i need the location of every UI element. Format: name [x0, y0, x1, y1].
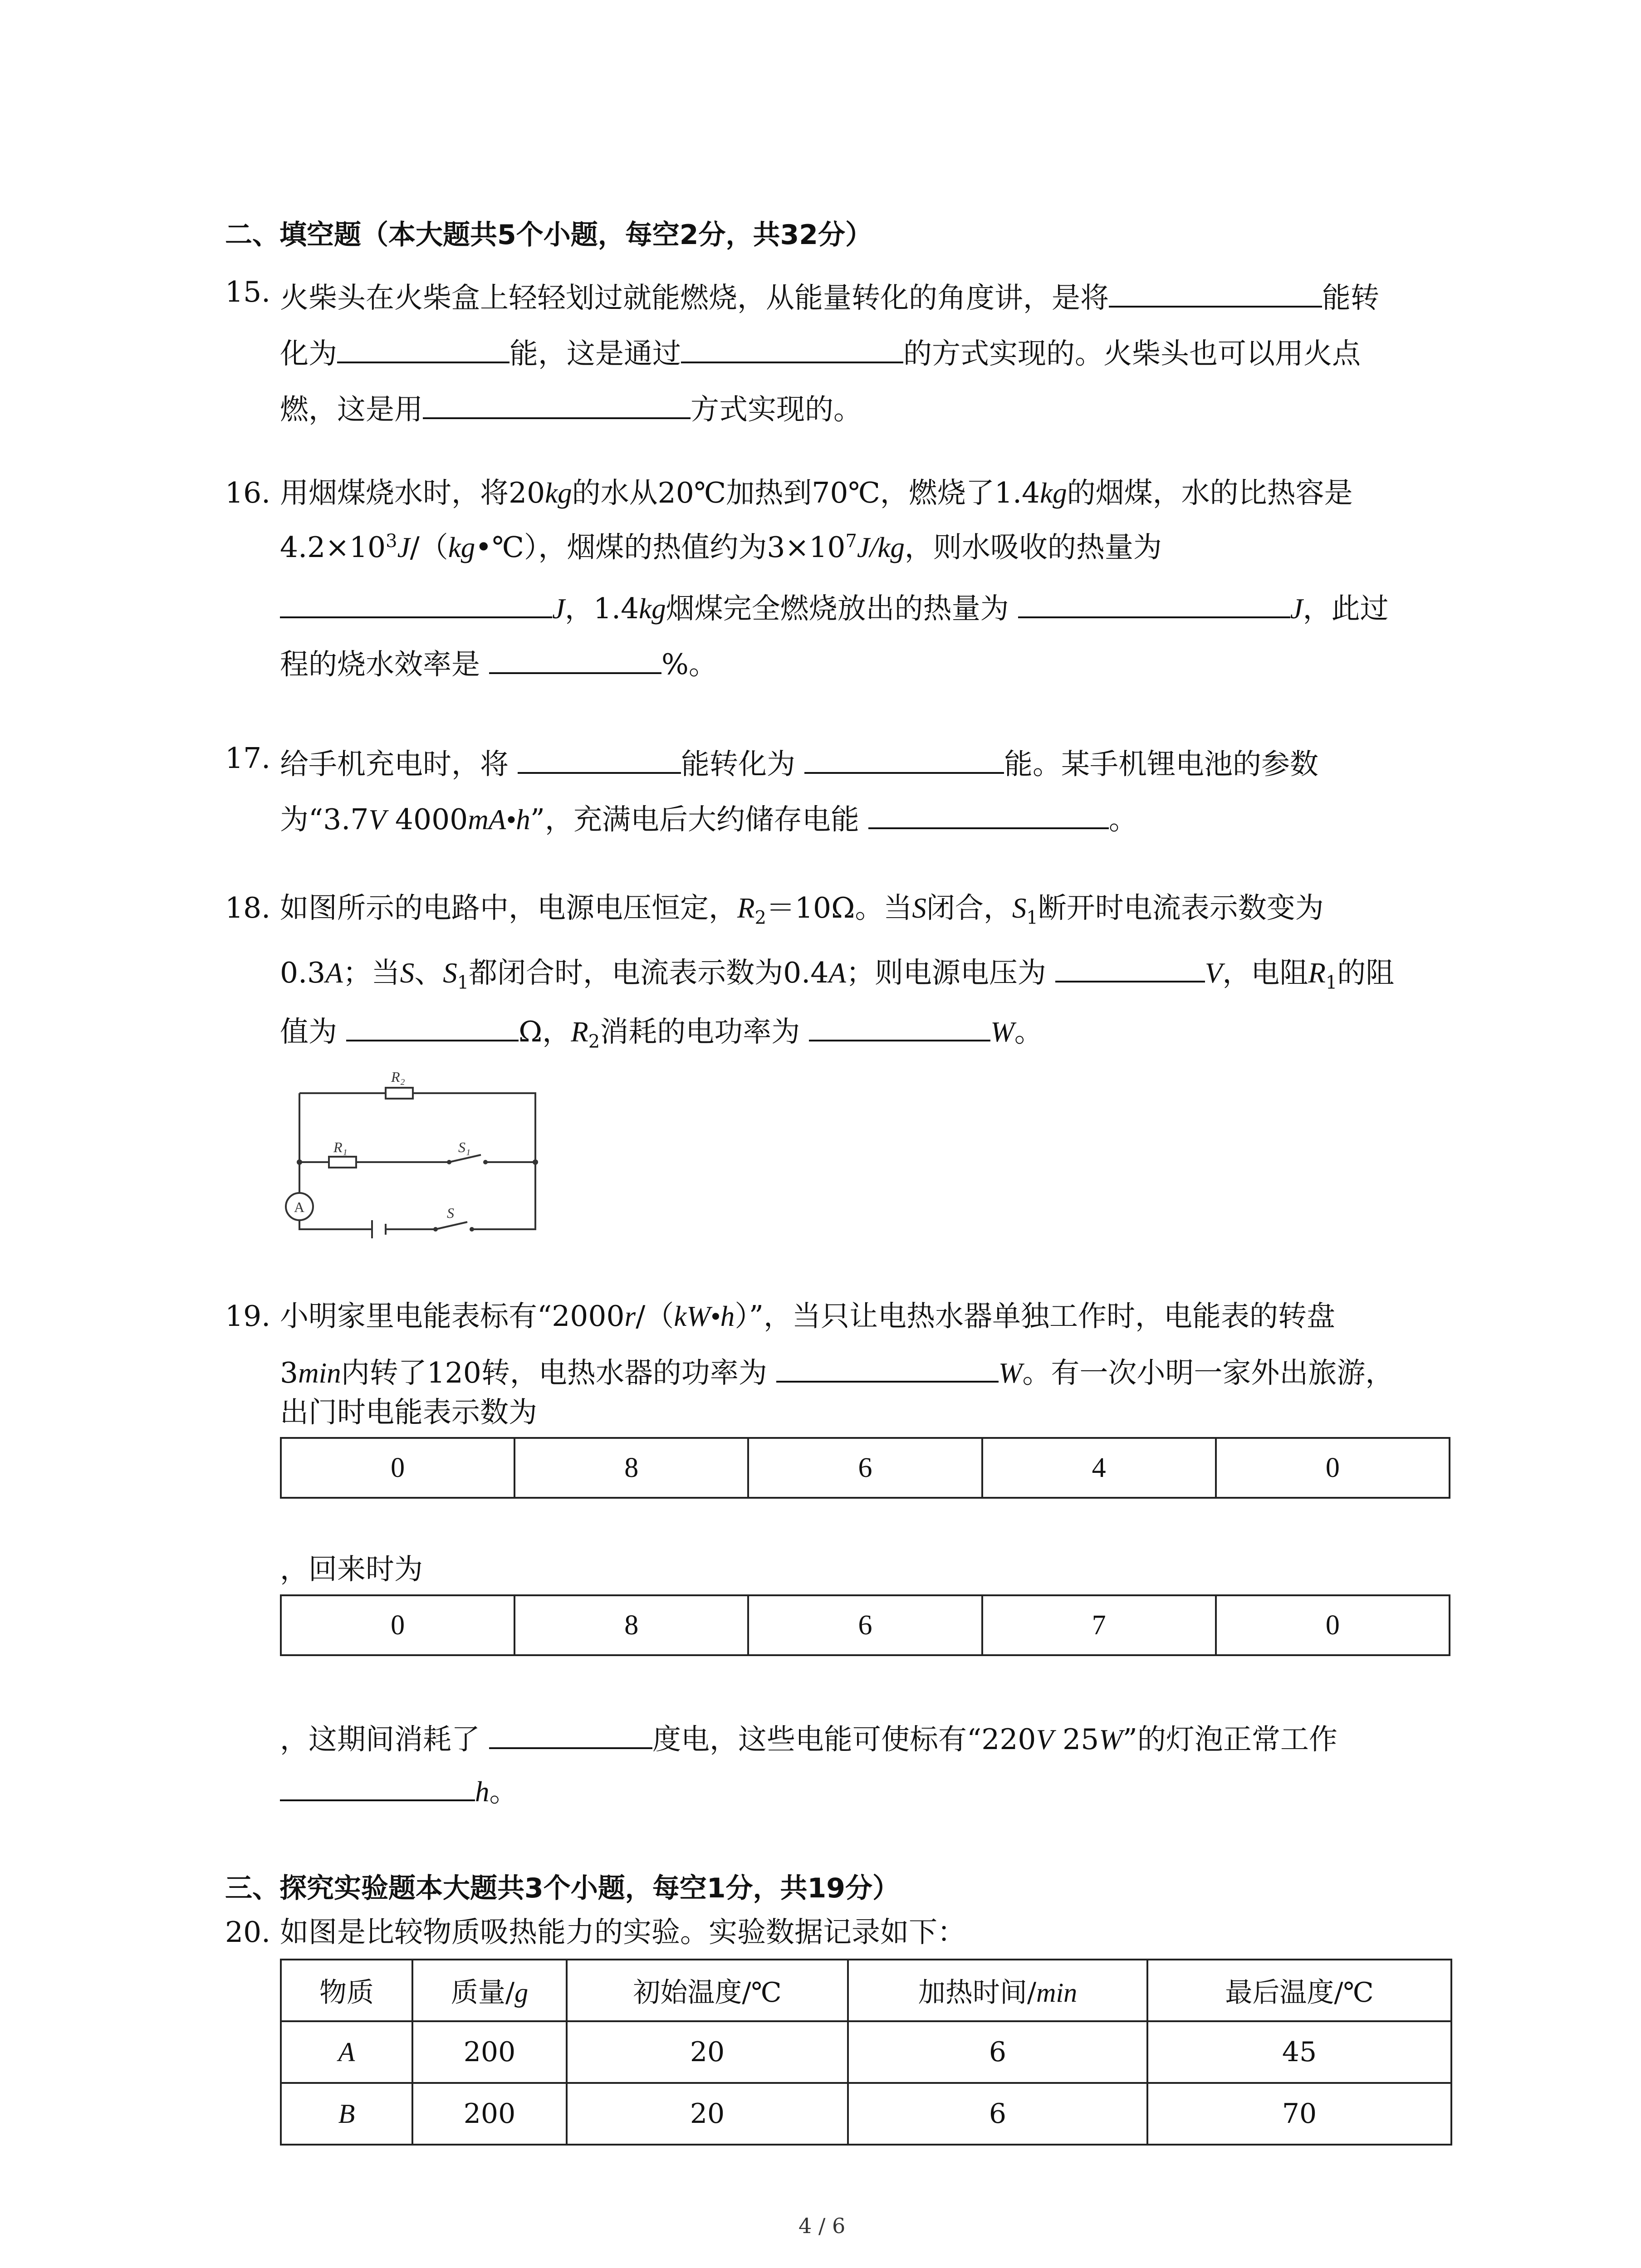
- text-segment: 的阻: [1337, 956, 1395, 989]
- circuit-diagram: [272, 1057, 554, 1238]
- text-segment: ，这期间消耗了: [280, 1723, 480, 1756]
- answer-blank[interactable]: [1055, 953, 1205, 982]
- symbol: R: [737, 892, 755, 924]
- question-text: [280, 1771, 518, 1806]
- question-text: [280, 533, 1162, 562]
- text-segment: 3: [280, 1356, 299, 1389]
- switch-contact: [483, 1160, 488, 1164]
- table-cell: 20: [567, 2021, 848, 2083]
- question-text: [280, 333, 1361, 368]
- text-segment: Ω，: [519, 1015, 571, 1048]
- question-number: 17.: [225, 742, 271, 775]
- text-segment: 闭合，: [926, 891, 1012, 924]
- text-segment: 用烟煤烧水时，将20: [280, 476, 545, 509]
- subscript: 1: [457, 972, 469, 993]
- text-segment: 。: [489, 1775, 518, 1808]
- unit: r: [624, 1300, 636, 1332]
- answer-blank[interactable]: [489, 1719, 652, 1749]
- unit: V: [368, 804, 386, 836]
- switch-contact: [470, 1227, 474, 1232]
- unit: kg: [1040, 477, 1067, 509]
- text-segment: 值为: [280, 1015, 337, 1048]
- text-segment: ；当: [343, 956, 400, 989]
- switch-s[interactable]: [436, 1222, 467, 1229]
- unit: kg: [448, 532, 475, 563]
- meter-digit: 8: [514, 1595, 748, 1655]
- text-segment: 小明家里电能表标有“2000: [280, 1300, 625, 1333]
- question-text: [280, 1012, 1043, 1052]
- meter-digit: 0: [1216, 1595, 1450, 1655]
- text-segment: 4000: [386, 803, 468, 836]
- answer-blank[interactable]: [1018, 588, 1290, 618]
- s-label: S: [447, 1205, 454, 1221]
- question-text: 如图是比较物质吸热能力的实验。实验数据记录如下：: [280, 1916, 966, 1949]
- text-segment: 火柴头在火柴盒上轻轻划过就能燃烧，从能量转化的角度讲，是将: [280, 281, 1109, 314]
- unit: W: [990, 1016, 1014, 1048]
- text-segment: 。有一次小明一家外出旅游，: [1022, 1356, 1394, 1389]
- symbol: R: [1308, 957, 1326, 989]
- symbol: S: [443, 957, 457, 989]
- unit: W: [1099, 1724, 1123, 1755]
- switch-contact: [447, 1160, 451, 1164]
- unit: mA•h: [468, 804, 530, 836]
- header-text: 物质: [319, 1977, 374, 2009]
- switch-contact: [433, 1227, 438, 1232]
- text-segment: 都闭合时，电流表示数为0.4: [469, 956, 829, 989]
- junction-dot: [297, 1159, 302, 1165]
- header-unit: min: [1036, 1978, 1078, 2008]
- r2-label: R₂: [391, 1069, 405, 1085]
- table-row: [281, 2021, 1451, 2083]
- header-text: 最后温度/℃: [1225, 1977, 1374, 2009]
- question-text: [280, 389, 862, 424]
- text-segment: 消耗的电功率为: [600, 1015, 800, 1048]
- text-segment: ，1.4: [564, 592, 639, 625]
- text-segment: 给手机充电时，将: [280, 748, 509, 781]
- unit: h: [475, 1776, 490, 1808]
- text-segment: 如图所示的电路中，电源电压恒定，: [280, 891, 737, 924]
- unit: A: [828, 957, 846, 989]
- unit: V: [1036, 1724, 1053, 1755]
- header-text: 质量/: [451, 1977, 515, 2009]
- r1-label: R₁: [333, 1139, 348, 1155]
- table-cell: 6: [848, 2021, 1147, 2083]
- question-text: [280, 644, 717, 679]
- question-number: 20.: [225, 1916, 271, 1949]
- question-text: [280, 744, 1319, 781]
- text-segment: %。: [661, 648, 717, 681]
- text-segment: 。: [1109, 803, 1138, 836]
- s1-label: S₁: [458, 1139, 471, 1155]
- unit: J: [397, 532, 410, 563]
- meter-reading-after: [280, 1594, 1450, 1656]
- header-unit: g: [514, 1978, 529, 2008]
- table-cell: [281, 2021, 412, 2083]
- table-cell: 200: [412, 2083, 567, 2145]
- text-segment: 烟煤完全燃烧放出的热量为: [666, 592, 1009, 625]
- ammeter-label: A: [294, 1199, 305, 1215]
- meter-digit: 0: [1216, 1438, 1450, 1498]
- text-segment: ＝10Ω。当: [766, 891, 912, 924]
- answer-blank[interactable]: [518, 744, 681, 774]
- answer-blank[interactable]: [337, 333, 509, 363]
- unit: kg: [639, 593, 666, 625]
- question-text: [280, 799, 1137, 834]
- unit: J/kg: [857, 532, 905, 563]
- text-segment: 断开时电流表示数变为: [1038, 891, 1324, 924]
- text-segment: ；则电源电压为: [846, 956, 1046, 989]
- text-segment: 能转: [1322, 281, 1379, 314]
- subscript: 2: [588, 1031, 600, 1052]
- meter-digit: 0: [281, 1595, 514, 1655]
- text-segment: /（: [410, 531, 448, 564]
- text-segment: 0.3: [280, 956, 326, 989]
- text-segment: ”，充满电后大约储存电能: [530, 803, 860, 836]
- unit: J: [552, 593, 565, 625]
- unit: min: [298, 1357, 341, 1389]
- meter-digit: 0: [281, 1438, 514, 1498]
- unit: J: [1290, 593, 1303, 625]
- answer-blank[interactable]: [776, 1353, 999, 1383]
- header-text: 加热时间/: [918, 1977, 1037, 2009]
- answer-blank[interactable]: [868, 799, 1109, 829]
- answer-blank[interactable]: [809, 1012, 990, 1041]
- experiment-data-table: [280, 1959, 1452, 2146]
- unit: kW•h: [674, 1300, 735, 1332]
- question-text: [280, 953, 1395, 993]
- text-segment: 化为: [280, 337, 337, 370]
- table-header-cell: [412, 1960, 567, 2021]
- answer-blank[interactable]: [681, 333, 903, 363]
- unit: V: [1205, 957, 1223, 989]
- text-segment: ，则水吸收的热量为: [904, 531, 1162, 564]
- meter-digit: 6: [748, 1595, 982, 1655]
- text-segment: 燃，这是用: [280, 393, 423, 426]
- table-cell: [281, 2083, 412, 2145]
- switch-s1[interactable]: [449, 1155, 481, 1162]
- text-segment: 能转化为: [681, 748, 796, 781]
- text-segment: ，此过: [1303, 592, 1389, 625]
- answer-blank[interactable]: [489, 644, 661, 674]
- text-segment: 4.2×10: [280, 531, 386, 564]
- text-segment: 的方式实现的。火柴头也可以用火点: [903, 337, 1361, 370]
- answer-blank[interactable]: [280, 1771, 475, 1801]
- text-segment: 、: [414, 956, 443, 989]
- symbol: R: [571, 1016, 588, 1048]
- question-text: [280, 1302, 1335, 1331]
- answer-blank[interactable]: [804, 744, 1004, 774]
- section-3-title: 三、探究实验题本大题共3个小题，每空1分，共19分）: [225, 1872, 900, 1904]
- table-cell: 200: [412, 2021, 567, 2083]
- meter-digit: 8: [514, 1438, 748, 1498]
- exponent: 3: [386, 531, 397, 552]
- symbol: S: [912, 892, 926, 924]
- table-header-cell: [1147, 1960, 1451, 2021]
- question-number: 19.: [225, 1300, 271, 1333]
- table-cell: 6: [848, 2083, 1147, 2145]
- text-segment: 。: [1014, 1015, 1043, 1048]
- subscript: 1: [1325, 972, 1337, 993]
- question-text: [280, 278, 1379, 312]
- page-number: 4 / 6: [798, 2214, 846, 2238]
- symbol: S: [1012, 892, 1027, 924]
- meter-digit: 4: [982, 1438, 1216, 1498]
- text-segment: 为“3.7: [280, 803, 369, 836]
- text-segment: 方式实现的。: [691, 393, 862, 426]
- text-segment: 的水从20℃加热到70℃，燃烧了1.4: [572, 476, 1040, 509]
- table-cell: 70: [1147, 2083, 1451, 2145]
- text-segment: /（: [636, 1300, 674, 1333]
- text-segment: ”的灯泡正常工作: [1122, 1723, 1337, 1756]
- table-header-row: [281, 1960, 1451, 2021]
- text-segment: 的烟煤，水的比热容是: [1067, 476, 1353, 509]
- exponent: 7: [845, 531, 857, 552]
- answer-blank[interactable]: [1109, 278, 1322, 308]
- question-text: [280, 1719, 1337, 1754]
- text-segment: 度电，这些电能可使标有“220: [652, 1723, 1036, 1756]
- question-text: [280, 588, 1389, 623]
- section-2-title: 二、填空题（本大题共5个小题，每空2分，共32分）: [225, 219, 872, 251]
- meter-reading-before: [280, 1437, 1450, 1499]
- table-header-cell: [848, 1960, 1147, 2021]
- table-header-cell: [567, 1960, 848, 2021]
- table-cell: 45: [1147, 2021, 1451, 2083]
- question-number: 16.: [225, 476, 271, 509]
- text-segment: ）”，当只让电热水器单独工作时，电能表的转盘: [735, 1300, 1336, 1333]
- resistor-r2: [386, 1088, 413, 1099]
- subscript: 2: [754, 907, 766, 929]
- table-header-cell: [281, 1960, 412, 2021]
- question-text: ，回来时为: [280, 1553, 423, 1586]
- text-segment: ，电阻: [1222, 956, 1308, 989]
- text-segment: 能。某手机锂电池的参数: [1004, 748, 1319, 781]
- junction-dot: [533, 1159, 538, 1165]
- table-row: [281, 2083, 1451, 2145]
- text-segment: 能，这是通过: [509, 337, 681, 370]
- resistor-r1: [329, 1157, 356, 1168]
- substance-label: B: [338, 2099, 355, 2129]
- text-segment: 25: [1053, 1723, 1099, 1756]
- text-segment: 程的烧水效率是: [280, 648, 480, 681]
- answer-blank[interactable]: [346, 1012, 519, 1041]
- text-segment: 内转了120转，电热水器的功率为: [341, 1356, 767, 1389]
- meter-digit: 6: [748, 1438, 982, 1498]
- table-cell: 20: [567, 2083, 848, 2145]
- question-text: 出门时电能表示数为: [280, 1396, 537, 1429]
- symbol: S: [400, 957, 415, 989]
- question-number: 18.: [225, 891, 271, 924]
- answer-blank[interactable]: [423, 389, 691, 419]
- substance-label: A: [338, 2037, 355, 2067]
- unit: A: [325, 957, 343, 989]
- question-text: [280, 891, 1324, 929]
- meter-digit: 7: [982, 1595, 1216, 1655]
- question-number: 15.: [225, 275, 271, 308]
- unit: kg: [545, 477, 572, 509]
- question-text: [280, 1353, 1394, 1388]
- answer-blank[interactable]: [280, 588, 552, 618]
- unit: W: [998, 1357, 1023, 1389]
- question-text: [280, 476, 1353, 509]
- subscript: 1: [1026, 907, 1038, 929]
- header-text: 初始温度/℃: [633, 1977, 782, 2009]
- text-segment: •℃），烟煤的热值约为3×10: [475, 531, 846, 564]
